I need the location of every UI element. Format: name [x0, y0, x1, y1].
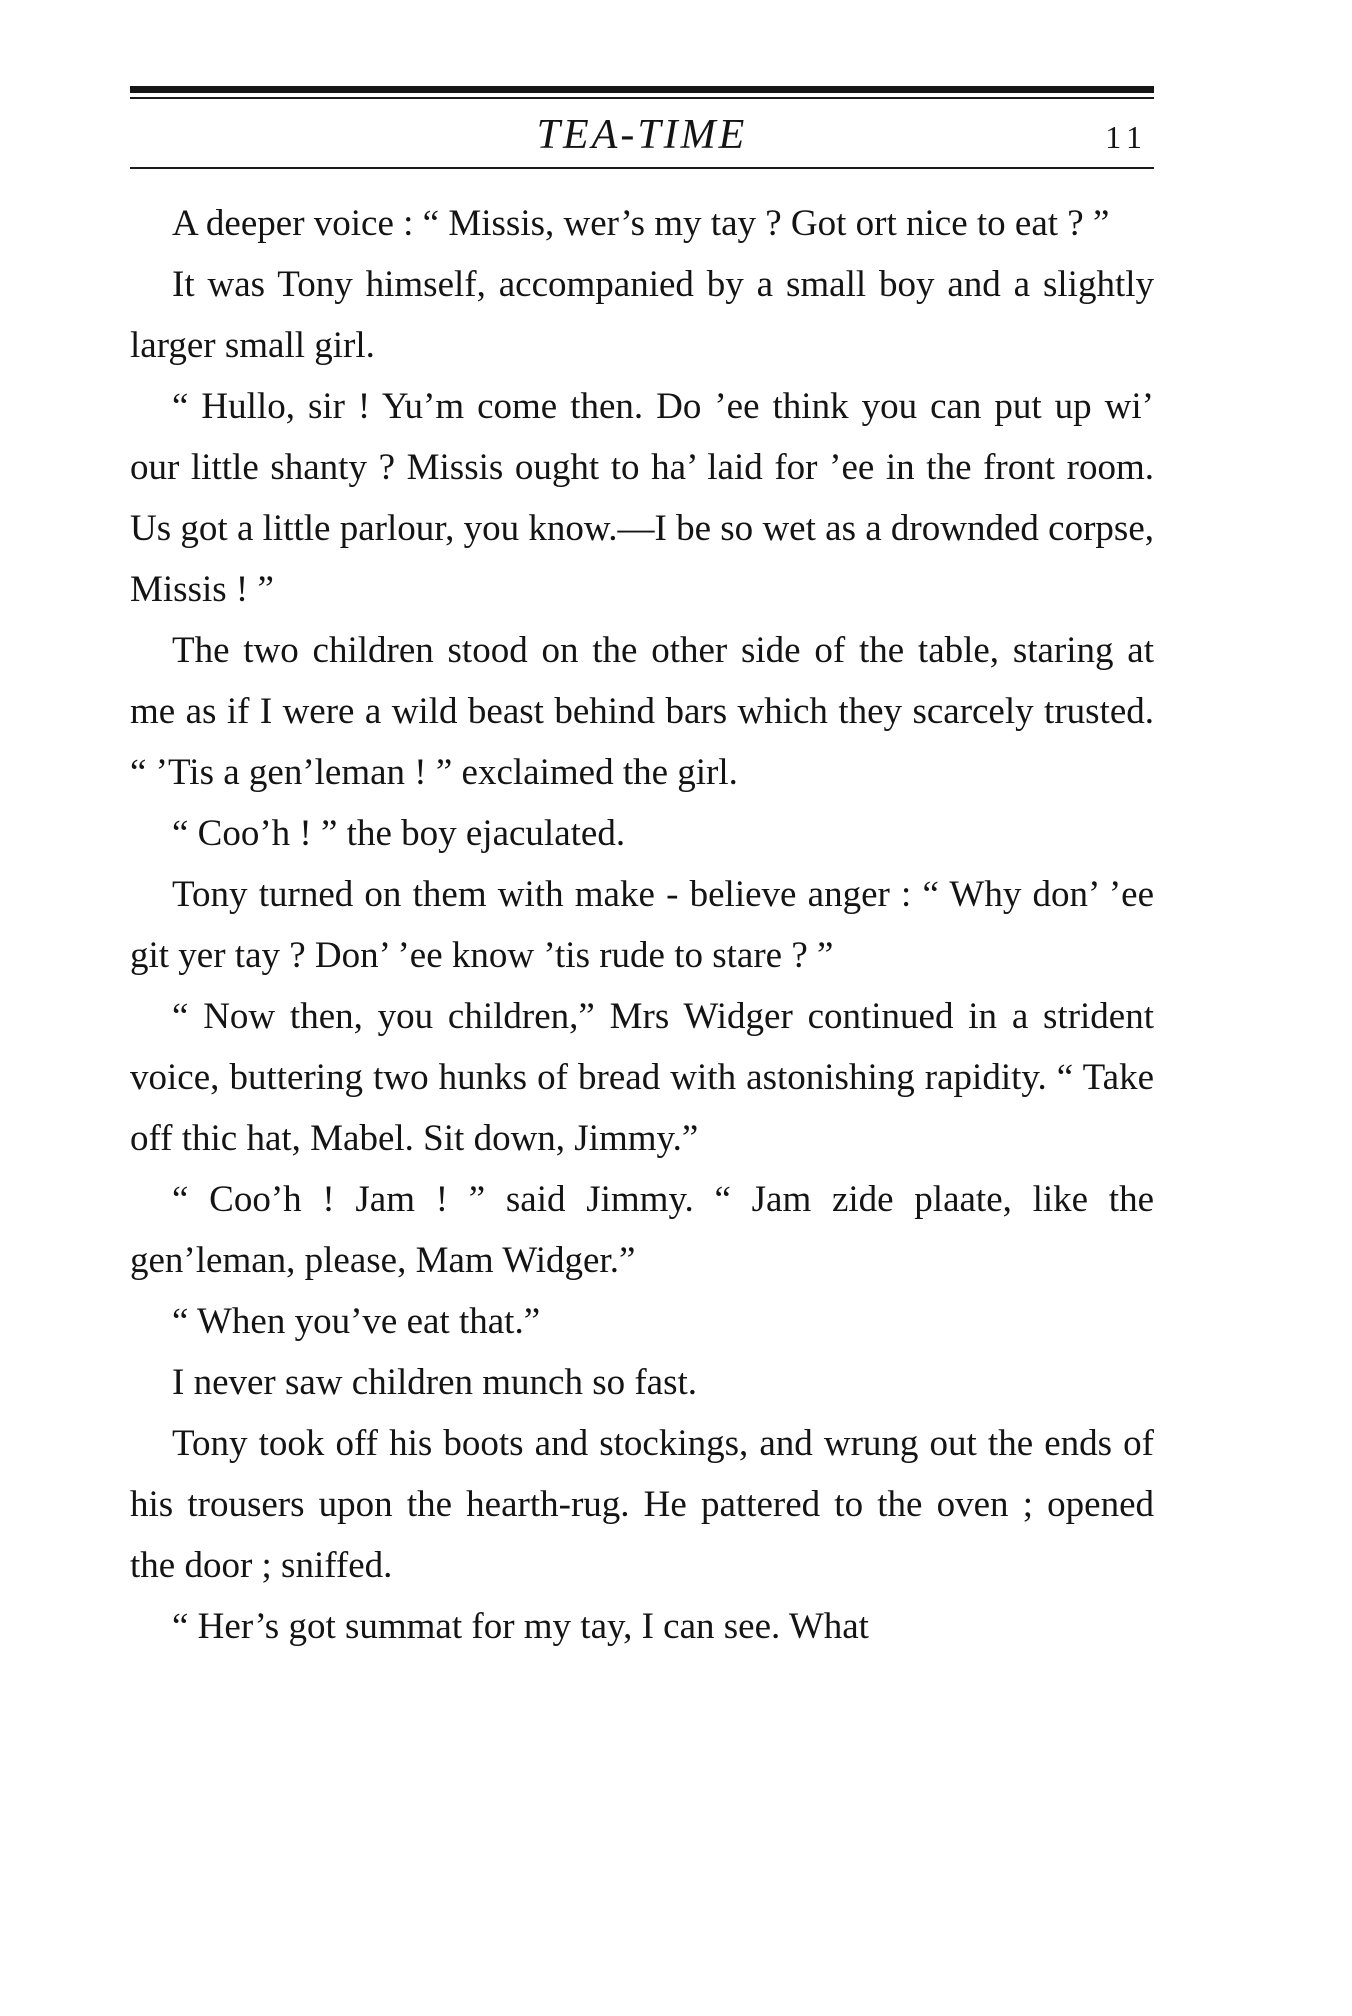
paragraph: “ Now then, you children,” Mrs Widger continued in a strident voice, buttering two hunks of bread with astonishing rapidity. “ Take off thic hat, Mabel. Sit down, Jimmy.” [130, 996, 1154, 1159]
paragraph: The two children stood on the other side of the table, staring at me as if I were a wild beast behind bars which they scarcely trusted. “ ’Tis a gen’leman ! ” exclaimed the girl. [130, 630, 1154, 793]
body-text [130, 193, 1154, 1657]
top-rule-thick [130, 86, 1154, 93]
page-number: 11 [1105, 119, 1148, 155]
paragraph: I never saw children munch so fast. [172, 1362, 698, 1403]
header-rule [130, 167, 1154, 169]
paragraph: “ Her’s got summat for my tay, I can see. What [172, 1606, 869, 1647]
paragraph: A deeper voice : “ Missis, wer’s my tay ? Got ort nice to eat ? ” [172, 203, 1110, 244]
paragraph: Tony took off his boots and stockings, and wrung out the ends of his trousers upon the hearth-rug. He pattered to the oven ; opened the door ; sniffed. [130, 1423, 1154, 1586]
paragraph: “ Hullo, sir ! Yu’m come then. Do ’ee think you can put up wi’ our little shanty ? Missis ought to ha’ laid for ’ee in the front room. Us got a little parlour, you know.—I be so wet as a drownded corpse, Missis ! ” [130, 386, 1154, 610]
book-page [130, 86, 1154, 1657]
running-title: TEA-TIME [536, 112, 748, 158]
paragraph: “ Coo’h ! ” the boy ejaculated. [172, 813, 626, 854]
page-header [130, 101, 1154, 167]
paragraph: “ When you’ve eat that.” [172, 1301, 541, 1342]
paragraph: “ Coo’h ! Jam ! ” said Jimmy. “ Jam zide plaate, like the gen’leman, please, Mam Widger.” [130, 1179, 1154, 1281]
paragraph: Tony turned on them with make - believe anger : “ Why don’ ’ee git yer tay ? Don’ ’ee know ’tis rude to stare ? ” [130, 874, 1154, 976]
paragraph: It was Tony himself, accompanied by a small boy and a slightly larger small girl. [130, 264, 1154, 366]
top-rule-thin [130, 97, 1154, 99]
